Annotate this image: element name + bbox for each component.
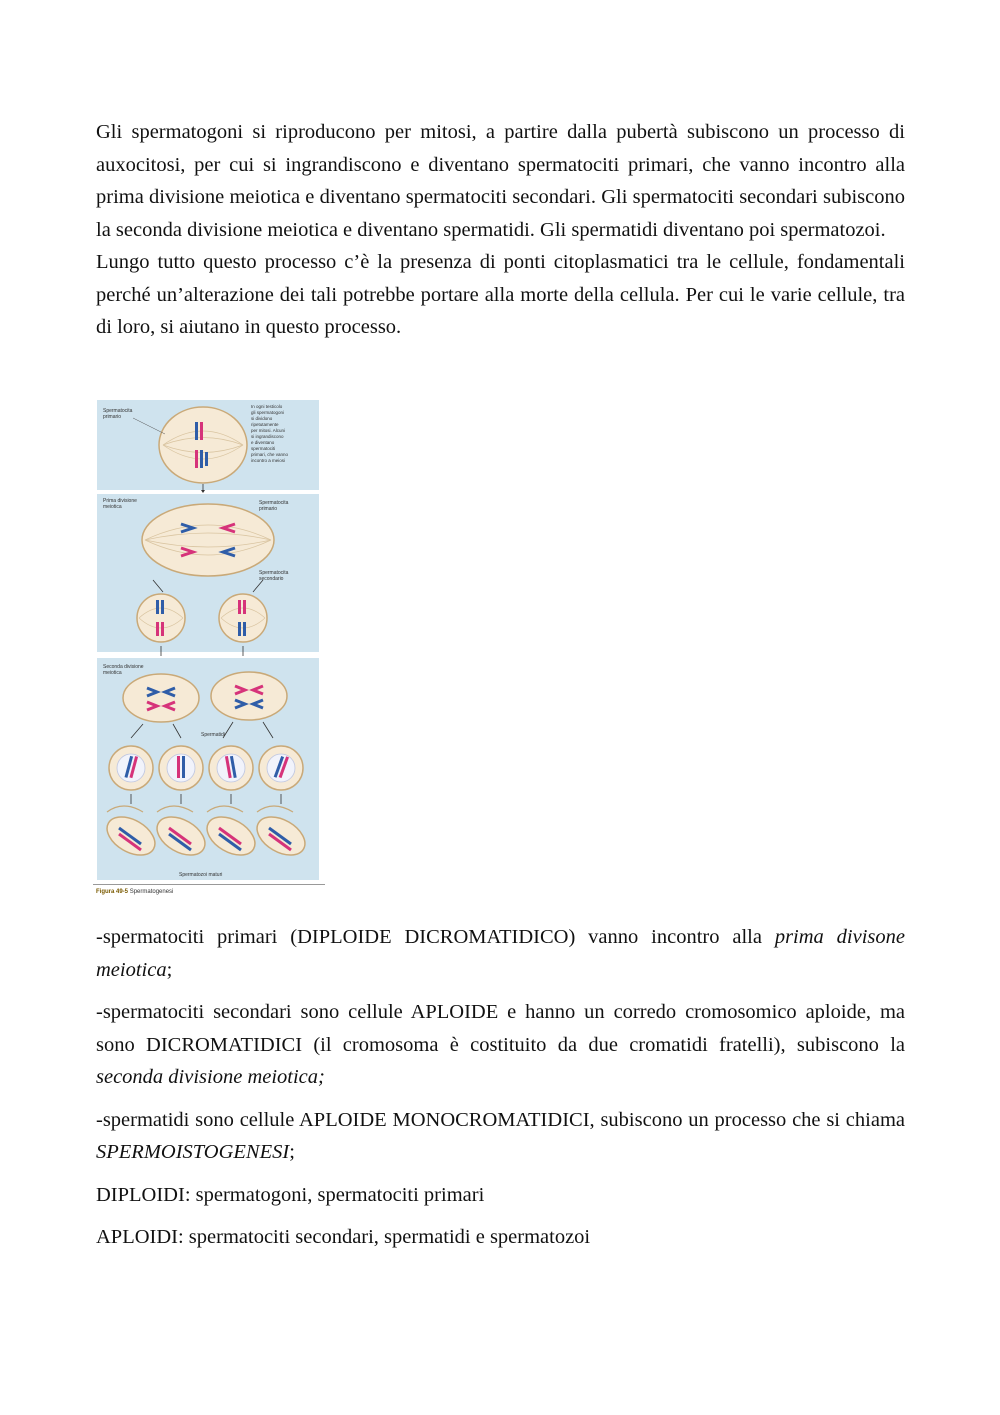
svg-text:meiotica: meiotica	[103, 670, 122, 676]
svg-text:si dividono: si dividono	[251, 416, 273, 421]
label-spermatids: Spermatidi	[201, 732, 225, 738]
svg-text:secondario: secondario	[259, 576, 284, 582]
label-mature: Spermatozoi maturi	[179, 872, 223, 878]
svg-text:gli spermatogoni: gli spermatogoni	[251, 410, 285, 415]
svg-text:primario: primario	[103, 414, 122, 420]
paragraph-2: Lungo tutto questo processo c’è la presenza di ponti citoplasmatici tra le cellule, fondamentali perché un’alterazione dei tali potrebbe portare alla morte della cellula. Per cui le varie cellule, tra di loro, si aiutano in questo processo.	[96, 251, 905, 338]
figure-caption	[93, 884, 325, 899]
svg-text:In ogni testicolo: In ogni testicolo	[251, 404, 283, 409]
label-second-division: Seconda divisione	[103, 664, 144, 670]
list-item: APLOIDI: spermatociti secondari, spermatidi e spermatozoi	[96, 1226, 591, 1248]
label-primary-right: Spermatocita	[259, 500, 289, 506]
primary-cell	[159, 407, 247, 483]
svg-text:incontro a meiosi: incontro a meiosi	[251, 458, 286, 463]
secondary-cell-left	[137, 594, 185, 642]
label-secondary: Spermatocita	[259, 570, 289, 576]
label-side-note	[251, 404, 289, 463]
svg-text:si ingrandiscono: si ingrandiscono	[251, 434, 284, 439]
paragraph-1: Gli spermatogoni si riproducono per mitosi, a partire dalla pubertà subiscono un processo di auxocitosi, per cui si ingrandiscono e diventano spermatociti primari, che vanno incontro alla prima divisione meiotica e diventano spermatociti secondari. Gli spermatociti secondari subiscono la seconda divisione meiotica e diventano spermatidi. Gli spermatidi diventano poi spermatozoi.	[96, 121, 905, 241]
second-division-left	[123, 674, 199, 722]
spermatogenesis-diagram	[93, 392, 325, 884]
svg-text:e diventano: e diventano	[251, 440, 275, 445]
svg-text:meiotica: meiotica	[103, 504, 122, 510]
svg-text:primario: primario	[259, 506, 278, 512]
svg-text:ripetutamente: ripetutamente	[251, 422, 279, 427]
label-first-division: Prima divisione	[103, 498, 137, 504]
notes-list	[96, 921, 905, 1264]
list-item: -spermatidi sono cellule APLOIDE MONOCROMATIDICI, subiscono un processo che si chiama SPERMOISTOGENESI;	[96, 1108, 905, 1163]
dividing-cell	[142, 504, 274, 576]
svg-text:primari, che vanno: primari, che vanno	[251, 452, 289, 457]
list-item: -spermatociti secondari sono cellule APLOIDE e hanno un corredo cromosomico aploide, ma sono DICROMATIDICI (il cromosoma è costituito da due cromatidi fratelli), subiscono la seconda divisione meiotica;	[96, 1001, 905, 1088]
spermatogenesis-figure	[93, 392, 325, 900]
list-item: -spermatociti primari (DIPLOIDE DICROMATIDICO) vanno incontro alla prima divisone meiotica;	[96, 926, 906, 981]
list-item: DIPLOIDI: spermatogoni, spermatociti primari	[96, 1183, 485, 1206]
figure-caption-label: Figura 49-5	[96, 889, 129, 895]
second-division-right	[211, 672, 287, 720]
intro-text	[96, 116, 905, 344]
figure-caption-text: Spermatogenesi	[129, 889, 174, 895]
svg-text:per mitosi. Alcuni: per mitosi. Alcuni	[251, 428, 286, 433]
secondary-cell-right	[219, 594, 267, 642]
label-primary-left: Spermatocita	[103, 408, 133, 414]
svg-text:spermatociti: spermatociti	[251, 446, 276, 451]
